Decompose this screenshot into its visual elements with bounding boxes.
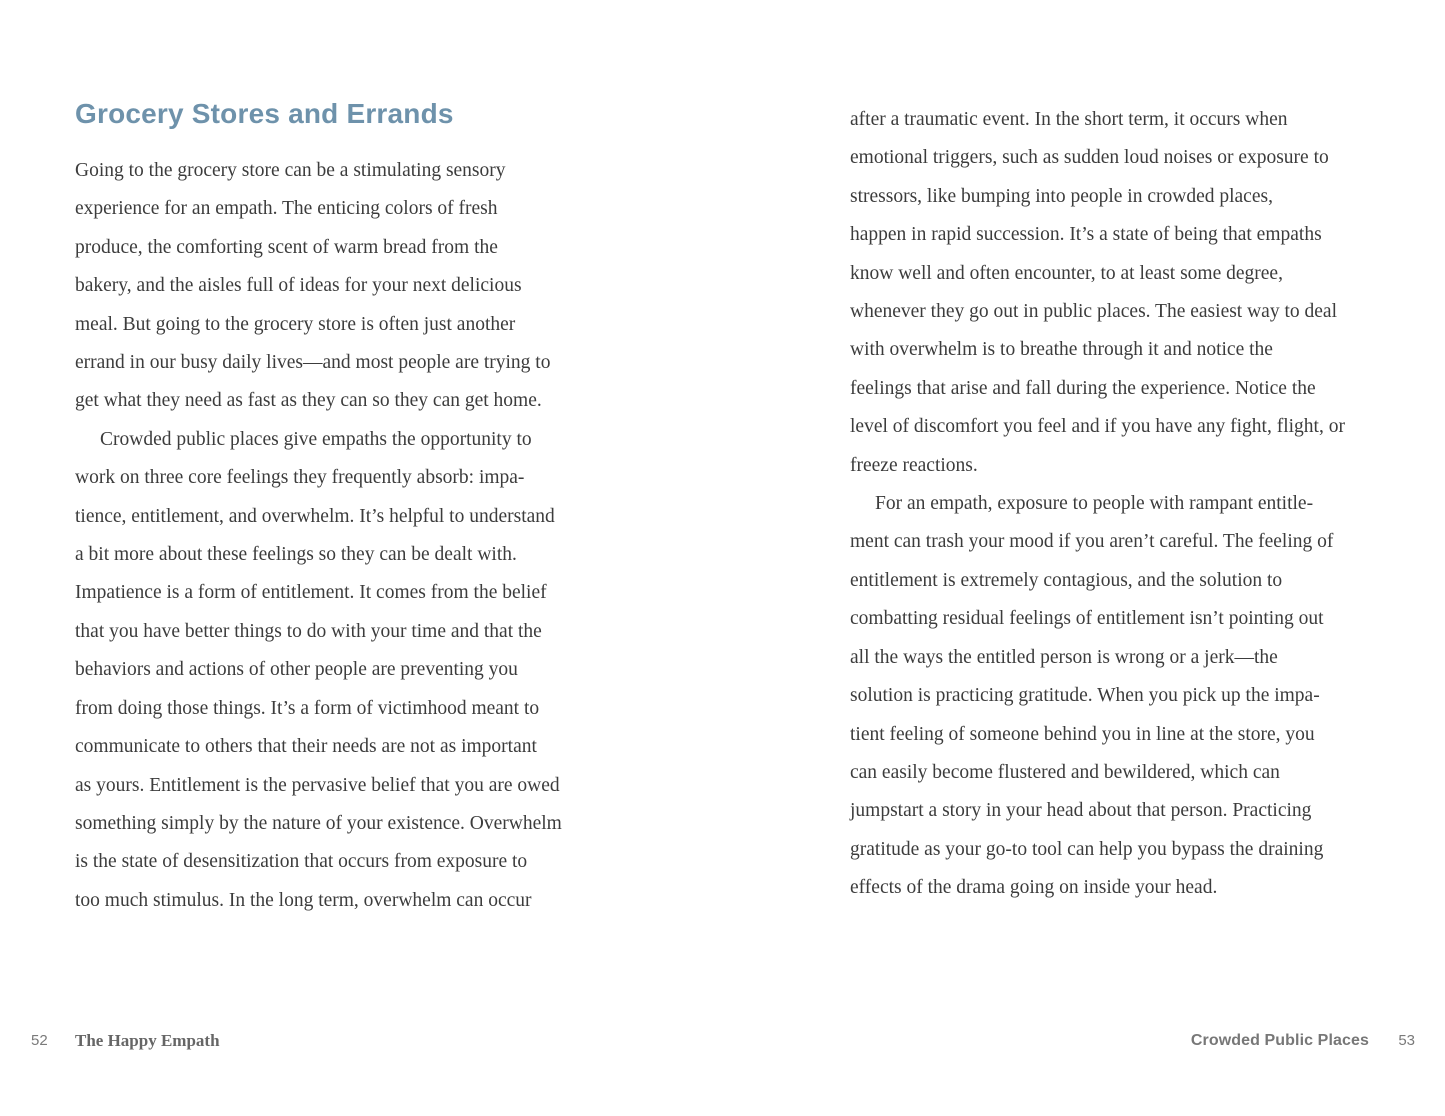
running-title: The Happy Empath xyxy=(75,1031,220,1050)
paragraph: Going to the grocery store can be a stimulating sensory experience for an empath. The enticing colors of fresh produce, the comforting scent of warm bread from the bakery, and the aisles full of ideas for your next delicious meal. But going to the grocery store is often just another errand in our busy daily lives—and most people are trying to get what they need as fast as they can so they can get home. xyxy=(75,160,551,412)
page-number: 52 xyxy=(31,1032,48,1049)
right-body-text xyxy=(850,101,1390,908)
left-body-text xyxy=(75,152,615,920)
left-page xyxy=(0,0,722,1116)
paragraph: after a traumatic event. In the short term, it occurs when emotional triggers, such as sudden loud noises or exposure to stressors, like bumping into people in crowded places, happen in rapid succession. It’s a state of being that empaths know well and often encounter, to at least some degree, whenever they go out in public places. The easiest way to deal with overwhelm is to breathe through it and notice the feelings that arise and fall during the experience. Notice the level of discomfort you feel and if you have any fight, flight, or freeze reactions. xyxy=(850,109,1345,476)
running-title: Crowded Public Places xyxy=(1190,1032,1369,1049)
section-heading: Grocery Stores and Errands xyxy=(75,98,454,129)
paragraph: For an empath, exposure to people with rampant entitle- ment can trash your mood if you aren’t careful. The feeling of entitlement is extremely contagious, and the solution to combatting residual feelings of entitlement isn’t pointing out all the ways the entitled person is wrong or a jerk—the solution is practicing gratitude. When you pick up the impa- tient feeling of someone behind you in line at the store, you can easily become flustered and bewildered, which can jumpstart a story in your head about that person. Practicing gratitude as your go-to tool can help you bypass the draining effects of the drama going on inside your head. xyxy=(850,493,1334,899)
right-page xyxy=(722,0,1445,1116)
paragraph: Crowded public places give empaths the opportunity to work on three core feelings they frequently absorb: impa- tience, entitlement, and overwhelm. It’s helpful to understand a bit more about these feelings so they can be dealt with. Impatience is a form of entitlement. It comes from the belief that you have better things to do with your time and that the behaviors and actions of other people are preventing you from doing those things. It’s a form of victimhood meant to communicate to others that their needs are not as important as yours. Entitlement is the pervasive belief that you are owed something simply by the nature of your existence. Overwhelm is the state of desensitization that occurs from exposure to too much stimulus. In the long term, overwhelm can occur xyxy=(75,428,562,911)
page-number: 53 xyxy=(1398,1032,1415,1049)
